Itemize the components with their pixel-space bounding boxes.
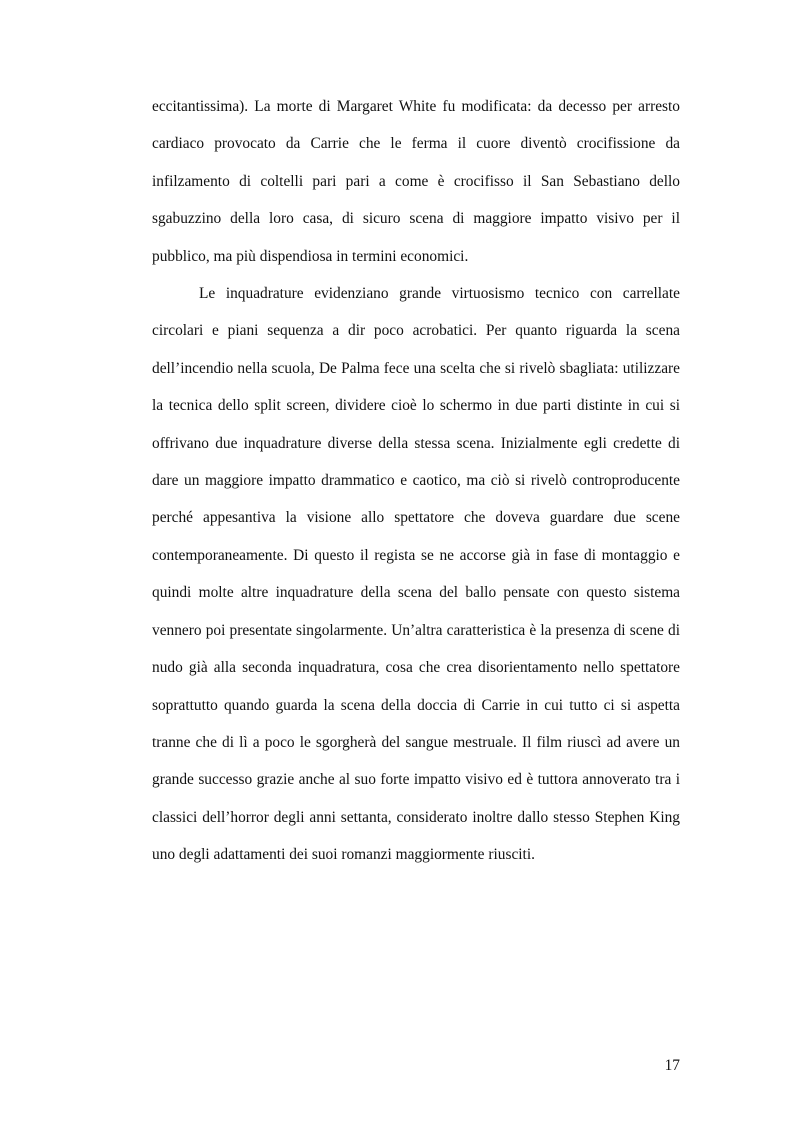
paragraph-inquadrature: Le inquadrature evidenziano grande virtuosismo tecnico con carrellate circolari e piani sequenza a dir poco acrobatici. Per quanto riguarda la scena dell’incendio nella scuola, De Palma fece una scelta che si rivelò sbagliata: utilizzare la tecnica dello split screen, dividere cioè lo schermo in due parti distinte in cui si offrivano due inquadrature diverse della stessa scena. Inizialmente egli credette di dare un maggiore impatto drammatico e caotico, ma ciò si rivelò controproducente perché appesantiva la visione allo spettatore che doveva guardare due scene contemporaneamente. Di questo il regista se ne accorse già in fase di montaggio e quindi molte altre inquadrature della scena del ballo pensate con questo sistema vennero poi presentate singolarmente. Un’altra caratteristica è la presenza di scene di nudo già alla seconda inquadratura, cosa che crea disorientamento nello spettatore soprattutto quando guarda la scena della doccia di Carrie in cui tutto ci si aspetta tranne che di lì a poco le sgorgherà del sangue mestruale. Il film riuscì ad avere un grande successo grazie anche al suo forte impatto visivo ed è tuttora annoverato tra i classici dell’horror degli anni settanta, considerato inoltre dallo stesso Stephen King uno degli adattamenti dei suoi romanzi maggiormente riusciti. [152,285,680,864]
paragraph-continuation: eccitantissima). La morte di Margaret White fu modificata: da decesso per arresto cardiaco provocato da Carrie che le ferma il cuore diventò crocifissione da infilzamento di coltelli pari pari a come è crocifisso il San Sebastiano dello sgabuzzino della loro casa, di sicuro scena di maggiore impatto visivo per il pubblico, ma più dispendiosa in termini economici. [152,98,680,265]
page-number: 17 [664,1057,680,1074]
body-text [152,88,680,874]
